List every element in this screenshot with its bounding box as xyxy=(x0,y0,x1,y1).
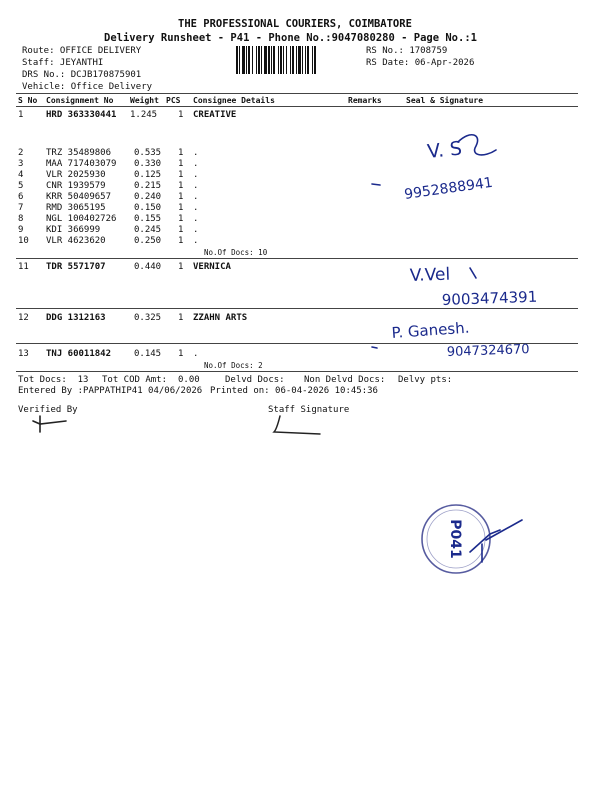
row-consignee: . xyxy=(193,349,199,359)
drs-number: DRS No.: DCJB170875901 xyxy=(22,70,142,80)
row-consignment: TDR 5571707 xyxy=(46,262,106,272)
row-sno: 2 xyxy=(18,148,24,158)
row-consignment: CNR 1939579 xyxy=(46,181,106,191)
row-consignee: . xyxy=(193,148,199,158)
row-pcs: 1 xyxy=(178,262,184,272)
row-weight: 0.325 xyxy=(134,313,162,323)
row-pcs: 1 xyxy=(178,159,184,169)
row-consignment: KRR 50409657 xyxy=(46,192,112,202)
signature-3-name: P. Ganesh. xyxy=(391,318,470,342)
row-consignee: . xyxy=(193,181,199,191)
row-weight: 0.250 xyxy=(134,236,162,246)
row-consignee: . xyxy=(193,203,199,213)
col-consignment: Consignment No xyxy=(46,96,114,105)
row-pcs: 1 xyxy=(178,203,184,213)
row-pcs: 1 xyxy=(178,214,184,224)
signature-1-phone: 9952888941 xyxy=(403,174,494,203)
row-pcs: 1 xyxy=(178,236,184,246)
stamp-text: P041 xyxy=(447,519,463,559)
row-sno: 8 xyxy=(18,214,24,224)
signature-2 xyxy=(409,265,537,309)
row-weight: 0.330 xyxy=(134,159,162,169)
row-pcs: 1 xyxy=(178,181,184,191)
entered-by: Entered By :PAPPATHIP41 04/06/2026 xyxy=(18,386,203,396)
row-weight: 0.440 xyxy=(134,262,162,272)
col-remarks: Remarks xyxy=(348,96,382,105)
row-weight: 0.150 xyxy=(134,203,162,213)
col-consignee: Consignee Details xyxy=(193,96,275,105)
row-consignment: NGL 100402726 xyxy=(46,214,117,224)
printed-on: Printed on: 06-04-2026 10:45:36 xyxy=(210,386,378,396)
signature-1-name: V. S xyxy=(426,137,464,163)
row-sno: 9 xyxy=(18,225,24,235)
row-sno: 10 xyxy=(18,236,29,246)
row-sno: 13 xyxy=(18,349,29,359)
office-stamp xyxy=(422,505,522,573)
staff-signature-mark xyxy=(274,416,320,434)
non-delivered-docs-label: Non Delvd Docs: xyxy=(304,375,386,385)
row-consignment: TNJ 60011842 xyxy=(46,349,112,359)
row-consignee: . xyxy=(193,225,199,235)
row-pcs: 1 xyxy=(178,110,184,120)
row-consignee: CREATIVE xyxy=(193,110,237,120)
row-pcs: 1 xyxy=(178,313,184,323)
row-consignment: RMD 3065195 xyxy=(46,203,106,213)
row-consignee: . xyxy=(193,170,199,180)
row-sno: 5 xyxy=(18,181,24,191)
row-sno: 6 xyxy=(18,192,24,202)
row-consignment: VLR 2025930 xyxy=(46,170,106,180)
signature-3-phone: 9047324670 xyxy=(446,342,530,360)
row-sno: 3 xyxy=(18,159,24,169)
row-weight: 0.240 xyxy=(134,192,162,202)
delivered-docs-label: Delvd Docs: xyxy=(225,375,285,385)
verified-by-signature xyxy=(33,416,66,432)
row-consignee: . xyxy=(193,214,199,224)
row-sno: 11 xyxy=(18,262,29,272)
signature-1 xyxy=(372,135,496,203)
col-weight: Weight xyxy=(130,96,159,105)
delivery-points-label: Delvy pts: xyxy=(398,375,453,385)
row-consignment: TRZ 35489806 xyxy=(46,148,112,158)
row-consignment: MAA 717403079 xyxy=(46,159,117,169)
row-weight: 0.155 xyxy=(134,214,162,224)
runsheet-title: Delivery Runsheet - P41 - Phone No.:9047080280 - Page No.:1 xyxy=(104,32,477,44)
signature-2-phone: 9003474391 xyxy=(441,287,538,309)
row-pcs: 1 xyxy=(178,148,184,158)
signature-3 xyxy=(372,319,530,360)
row-consignee: ZZAHN ARTS xyxy=(193,313,248,323)
row-consignee: . xyxy=(193,236,199,246)
row-consignment: KDI 366999 xyxy=(46,225,101,235)
row-consignee: VERNICA xyxy=(193,262,231,272)
col-seal-signature: Seal & Signature xyxy=(406,96,484,105)
company-name: THE PROFESSIONAL COURIERS, COIMBATORE xyxy=(178,18,412,30)
row-consignee: . xyxy=(193,192,199,202)
route-label: Route: OFFICE DELIVERY xyxy=(22,46,142,56)
verified-by-label: Verified By xyxy=(18,405,78,415)
total-cod-label: Tot COD Amt: xyxy=(102,375,168,385)
row-weight: 0.145 xyxy=(134,349,162,359)
vehicle-label: Vehicle: Office Delivery xyxy=(22,82,153,92)
row-consignment: DDG 1312163 xyxy=(46,313,106,323)
row-weight: 0.125 xyxy=(134,170,162,180)
row-weight: 0.215 xyxy=(134,181,162,191)
signature-2-name: V.Vel xyxy=(409,264,451,286)
row-weight: 1.245 xyxy=(130,110,158,120)
total-docs: Tot Docs: 13 xyxy=(18,375,89,385)
row-consignee: . xyxy=(193,159,199,169)
row-pcs: 1 xyxy=(178,192,184,202)
row-sno: 12 xyxy=(18,313,29,323)
row-weight: 0.245 xyxy=(134,225,162,235)
row-weight: 0.535 xyxy=(134,148,162,158)
row-pcs: 1 xyxy=(178,225,184,235)
row-sno: 7 xyxy=(18,203,24,213)
rs-number: RS No.: 1708759 xyxy=(366,46,448,56)
row-sno: 1 xyxy=(18,110,24,120)
col-sno: S No xyxy=(18,96,38,105)
row-consignment: HRD 363330441 xyxy=(46,110,117,120)
row-pcs: 1 xyxy=(178,170,184,180)
staff-label: Staff: JEYANTHI xyxy=(22,58,104,68)
staff-signature-label: Staff Signature xyxy=(268,405,350,415)
rs-date: RS Date: 06-Apr-2026 xyxy=(366,58,475,68)
col-pcs: PCS xyxy=(166,96,181,105)
group-doc-count: No.Of Docs: 10 xyxy=(204,248,268,257)
group-doc-count: No.Of Docs: 2 xyxy=(204,361,263,370)
row-sno: 4 xyxy=(18,170,24,180)
row-pcs: 1 xyxy=(178,349,184,359)
total-cod-value: 0.00 xyxy=(178,375,200,385)
row-consignment: VLR 4623620 xyxy=(46,236,106,246)
